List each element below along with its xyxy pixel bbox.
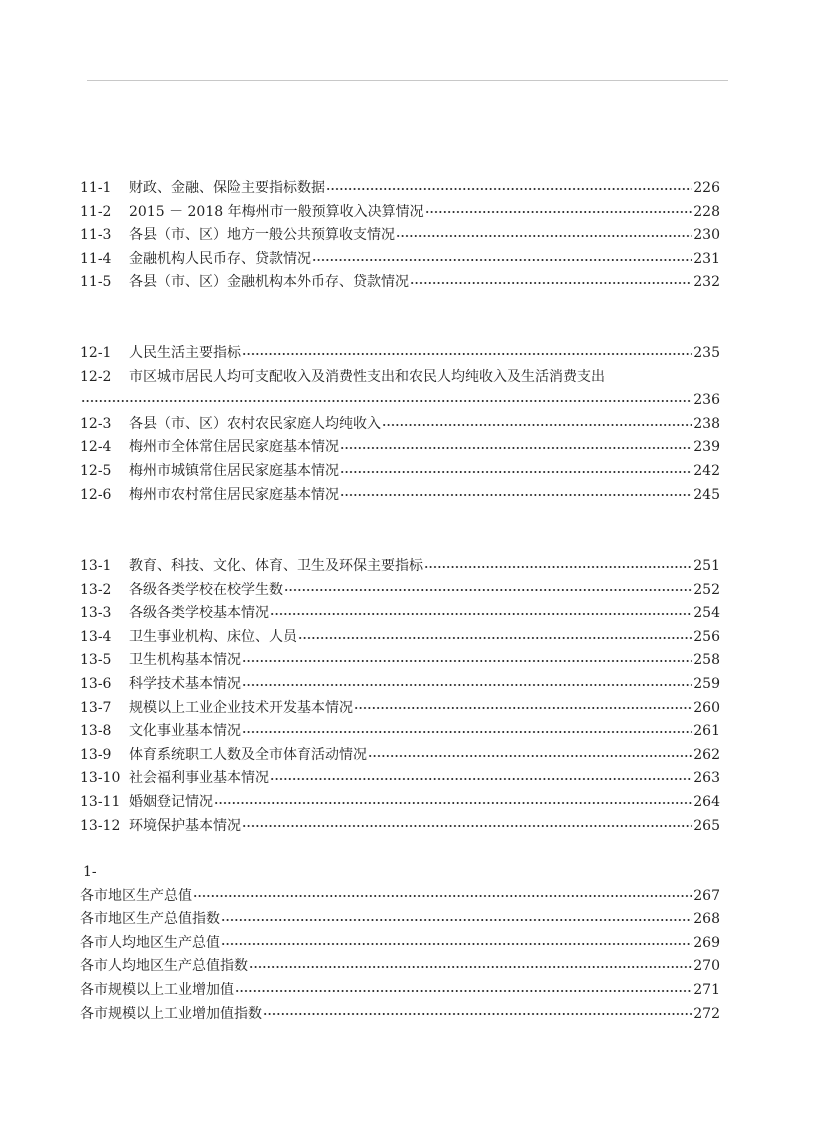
entry-number: 13-11 xyxy=(80,793,121,810)
toc-entry[interactable] xyxy=(80,955,720,979)
dot-leader xyxy=(425,207,693,217)
entry-title: 梅州市农村常住居民家庭基本情况 xyxy=(129,486,339,503)
dot-leader xyxy=(326,184,692,194)
toc-entry[interactable] xyxy=(80,649,720,673)
dot-leader xyxy=(410,278,692,288)
entry-page: 270 xyxy=(693,958,720,975)
entry-title: 教育、科技、文化、体育、卫生及环保主要指标 xyxy=(129,558,423,574)
entry-title: 规模以上工业企业技术开发基本情况 xyxy=(129,699,353,716)
entry-title: 各县（市、区）农村农民家庭人均纯收入 xyxy=(129,415,381,432)
entry-number: 13-4 xyxy=(80,628,112,645)
toc-entry[interactable] xyxy=(80,697,720,721)
dot-leader xyxy=(340,490,692,500)
entry-title: 市区城市居民人均可支配收入及消费性支出和农民人均纯收入及生活消费支出 xyxy=(129,368,605,385)
entry-title: 环境保护基本情况 xyxy=(129,817,241,834)
entry-page: 258 xyxy=(693,652,720,669)
entry-number: 13-7 xyxy=(80,699,112,716)
entry-page: 263 xyxy=(693,770,720,787)
entry-page: 256 xyxy=(693,628,720,645)
entry-title: 梅州市全体常住居民家庭基本情况 xyxy=(129,439,339,456)
entry-page: 226 xyxy=(693,180,720,196)
dot-leader xyxy=(368,751,692,761)
entry-page: 254 xyxy=(693,605,720,622)
entry-title: 卫生事业机构、床位、人员 xyxy=(129,628,297,645)
entry-page: 228 xyxy=(693,203,720,220)
entry-title: 各市地区生产总值 xyxy=(80,887,192,904)
entry-title: 金融机构人民币存、贷款情况 xyxy=(129,250,311,267)
entry-title: 各县（市、区）地方一般公共预算收支情况 xyxy=(129,227,395,244)
toc-entry[interactable] xyxy=(80,815,720,839)
entry-title: 财政、金融、保险主要指标数据 xyxy=(129,180,325,196)
dot-leader xyxy=(396,231,692,241)
toc-entry[interactable] xyxy=(80,248,720,272)
dot-leader xyxy=(312,255,692,265)
entry-title: 婚姻登记情况 xyxy=(129,793,213,810)
entry-page: 267 xyxy=(693,887,720,904)
entry-title: 各级各类学校在校学生数 xyxy=(129,581,283,598)
entry-title: 卫生机构基本情况 xyxy=(129,652,241,669)
toc-section-11 xyxy=(80,177,720,295)
entry-page: 238 xyxy=(693,415,720,432)
dot-leader xyxy=(270,774,692,784)
entry-page: 264 xyxy=(693,793,720,810)
dot-leader xyxy=(214,798,692,808)
entry-number: 13-3 xyxy=(80,605,112,622)
toc-entry[interactable] xyxy=(80,484,720,508)
entry-number: 11-4 xyxy=(80,250,112,267)
entry-number: 12-4 xyxy=(80,439,112,456)
entry-title: 社会福利事业基本情况 xyxy=(129,770,269,787)
entry-page: 239 xyxy=(693,439,720,456)
dot-leader xyxy=(81,396,692,406)
entry-title: 各市地区生产总值指数 xyxy=(80,911,220,928)
entry-number: 11-2 xyxy=(80,203,112,220)
dot-leader xyxy=(242,349,692,359)
entry-number: 12-2 xyxy=(80,368,112,385)
entry-page: 236 xyxy=(693,392,720,409)
toc-entry[interactable] xyxy=(80,413,720,437)
entry-number: 12-3 xyxy=(80,415,112,432)
entry-page: 251 xyxy=(693,558,720,574)
entry-number: 12-6 xyxy=(80,486,112,503)
entry-title: 文化事业基本情况 xyxy=(129,723,241,740)
entry-number: 13-2 xyxy=(80,581,112,598)
toc-entry[interactable] xyxy=(80,979,720,1003)
toc-entry[interactable] xyxy=(80,366,720,390)
entry-number: 12-1 xyxy=(80,345,112,361)
toc-entry[interactable] xyxy=(80,932,720,956)
dot-leader xyxy=(221,915,692,925)
entry-title: 梅州市城镇常住居民家庭基本情况 xyxy=(129,462,339,479)
toc-entry[interactable] xyxy=(80,767,720,791)
dot-leader xyxy=(249,962,692,972)
dot-leader xyxy=(270,609,692,619)
toc-entry[interactable] xyxy=(80,201,720,225)
entry-number: 11-1 xyxy=(80,180,112,196)
dot-leader xyxy=(242,821,692,831)
dot-leader xyxy=(284,585,692,595)
entry-title: 各市人均地区生产总值指数 xyxy=(80,958,248,975)
toc-entry[interactable] xyxy=(80,885,720,909)
dot-leader xyxy=(235,986,692,996)
dot-leader xyxy=(382,420,692,430)
entry-number: 13-8 xyxy=(80,723,112,740)
entry-number: 12-5 xyxy=(80,462,112,479)
entry-title: 各县（市、区）金融机构本外币存、贷款情况 xyxy=(129,274,409,291)
entry-number: 13-10 xyxy=(80,770,121,787)
toc-entry[interactable] xyxy=(80,579,720,603)
toc-entry[interactable] xyxy=(80,626,720,650)
toc-entry[interactable] xyxy=(80,720,720,744)
dot-leader xyxy=(424,562,692,572)
entry-page: 265 xyxy=(693,817,720,834)
section-label: 1- xyxy=(83,864,97,880)
entry-page: 259 xyxy=(693,675,720,692)
entry-page: 260 xyxy=(693,699,720,716)
entry-title: 科学技术基本情况 xyxy=(129,675,241,692)
dot-leader xyxy=(193,891,692,901)
entry-page: 231 xyxy=(693,250,720,267)
entry-title: 体育系统职工人数及全市体育活动情况 xyxy=(129,746,367,763)
entry-page: 268 xyxy=(693,911,720,928)
dot-leader xyxy=(263,1009,692,1019)
entry-title: 各市规模以上工业增加值 xyxy=(80,981,234,998)
dot-leader xyxy=(242,656,692,666)
entry-page: 230 xyxy=(693,227,720,244)
entry-page: 245 xyxy=(693,486,720,503)
entry-title: 各市人均地区生产总值 xyxy=(80,934,220,951)
entry-number: 13-5 xyxy=(80,652,112,669)
dot-leader xyxy=(298,633,692,643)
dot-leader xyxy=(340,467,692,477)
toc-entry[interactable] xyxy=(80,555,720,579)
toc-entry[interactable] xyxy=(80,673,720,697)
entry-number: 13-1 xyxy=(80,558,112,574)
entry-title: 2015 － 2018 年梅州市一般预算收入决算情况 xyxy=(129,203,424,220)
toc-entry[interactable] xyxy=(80,342,720,366)
entry-title: 各级各类学校基本情况 xyxy=(129,605,269,622)
toc-entry[interactable] xyxy=(80,791,720,815)
entry-number: 13-6 xyxy=(80,675,112,692)
entry-page: 261 xyxy=(693,723,720,740)
dot-leader xyxy=(354,703,692,713)
entry-title: 各市规模以上工业增加值指数 xyxy=(80,1005,262,1022)
entry-title: 人民生活主要指标 xyxy=(129,345,241,361)
entry-page: 269 xyxy=(693,934,720,951)
entry-page: 242 xyxy=(693,462,720,479)
toc-entry[interactable] xyxy=(80,271,720,295)
toc-entry[interactable] xyxy=(80,177,720,201)
toc-entry[interactable] xyxy=(80,436,720,460)
entry-number: 11-3 xyxy=(80,227,112,244)
toc-entry[interactable] xyxy=(80,602,720,626)
entry-page: 232 xyxy=(693,274,720,291)
toc-entry[interactable] xyxy=(80,908,720,932)
toc-section-appendix xyxy=(80,861,720,1026)
dot-leader xyxy=(221,939,692,949)
toc-entry[interactable] xyxy=(80,1003,720,1027)
toc-entry[interactable] xyxy=(80,224,720,248)
toc-section-13 xyxy=(80,555,720,838)
entry-page: 252 xyxy=(693,581,720,598)
entry-page: 262 xyxy=(693,746,720,763)
toc-entry[interactable] xyxy=(80,460,720,484)
header-rule xyxy=(87,80,728,81)
toc-section-12 xyxy=(80,342,720,507)
dot-leader xyxy=(242,727,692,737)
entry-page: 271 xyxy=(693,981,720,998)
toc-entry[interactable] xyxy=(80,744,720,768)
entry-number: 13-12 xyxy=(80,817,121,834)
entry-number: 11-5 xyxy=(80,274,112,291)
toc-entry-continuation[interactable] xyxy=(80,389,720,413)
dot-leader xyxy=(242,680,692,690)
dot-leader xyxy=(340,443,692,453)
entry-page: 235 xyxy=(693,345,720,361)
entry-number: 13-9 xyxy=(80,746,112,763)
entry-page: 272 xyxy=(693,1005,720,1022)
